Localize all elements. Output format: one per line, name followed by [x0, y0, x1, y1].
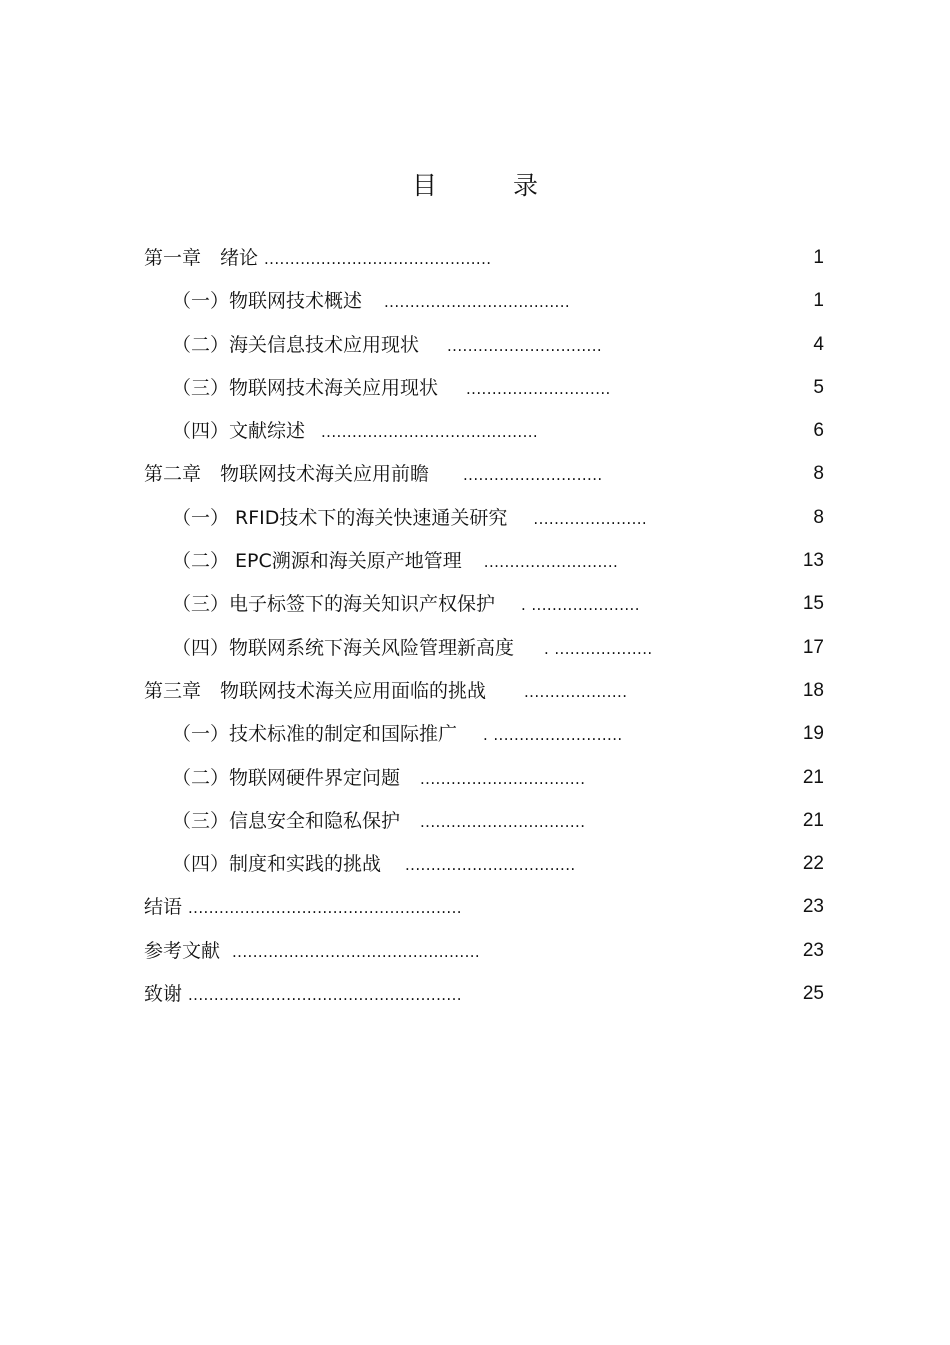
toc-entry[interactable] — [144, 587, 824, 630]
toc-entry[interactable] — [144, 674, 824, 717]
toc-entry-leader: .................................... — [384, 293, 571, 312]
toc-entry-label: （一） RFID技术下的海关快速通关研究 — [172, 506, 508, 529]
toc-entry-page-number: 1 — [813, 290, 824, 312]
toc-entry-label: （二） EPC溯源和海关原产地管理 — [172, 550, 462, 573]
toc-entry[interactable] — [144, 328, 824, 371]
toc-entry-label: （一）物联网技术概述 — [172, 290, 363, 313]
toc-entry-leader: ................................ — [420, 769, 586, 788]
toc-entry-page-number: 17 — [802, 636, 824, 658]
toc-entry-leader: .......................................... — [321, 423, 539, 442]
toc-entry[interactable] — [144, 631, 824, 674]
toc-entry-label: 参考文献 — [144, 939, 221, 962]
toc-entry[interactable] — [144, 241, 824, 284]
toc-entry-leader: .......................... — [483, 553, 619, 572]
toc-entry-page-number: 21 — [802, 809, 824, 831]
toc-entry[interactable] — [144, 544, 824, 587]
toc-entry-page-number: 23 — [802, 896, 824, 918]
toc-entry-leader: . ..................... — [521, 596, 640, 615]
toc-list — [144, 241, 824, 1020]
toc-entry[interactable] — [144, 977, 824, 1020]
toc-entry[interactable] — [144, 847, 824, 890]
toc-entry-page-number: 8 — [813, 463, 824, 485]
toc-entry-leader: ............................................ — [264, 250, 492, 268]
toc-entry-leader: . ......................... — [483, 726, 623, 745]
toc-entry-label: 第二章 物联网技术海关应用前瞻 — [144, 463, 430, 486]
toc-entry-page-number: 25 — [802, 983, 824, 1005]
toc-entry-label: （二）物联网硬件界定问题 — [172, 766, 401, 789]
toc-title: 目 录 — [412, 171, 572, 200]
toc-entry[interactable] — [144, 414, 824, 457]
toc-entry-label: （三）物联网技术海关应用现状 — [172, 376, 439, 399]
toc-entry[interactable] — [144, 761, 824, 804]
toc-entry-page-number: 15 — [802, 593, 824, 615]
toc-entry-label: 致谢 — [144, 983, 183, 1006]
toc-entry-label: （二）海关信息技术应用现状 — [172, 333, 420, 356]
toc-entry-leader: ..................................................... — [188, 986, 462, 1005]
toc-entry[interactable] — [144, 890, 824, 933]
toc-entry-label: （四）物联网系统下海关风险管理新高度 — [172, 636, 515, 659]
toc-entry[interactable] — [144, 457, 824, 500]
toc-entry[interactable] — [144, 934, 824, 977]
toc-entry-leader: ........................... — [463, 466, 603, 485]
toc-entry-label: 结语 — [144, 896, 183, 919]
toc-entry[interactable] — [144, 501, 824, 544]
toc-entry-page-number: 5 — [813, 376, 824, 398]
toc-entry-leader: ...................... — [533, 509, 648, 528]
toc-entry-leader: ................................ — [420, 812, 586, 831]
toc-entry-page-number: 13 — [802, 550, 824, 572]
toc-entry-leader: ..................................................... — [188, 899, 462, 918]
toc-entry-page-number: 22 — [802, 853, 824, 875]
toc-entry-page-number: 4 — [813, 333, 824, 355]
toc-entry[interactable] — [144, 804, 824, 847]
toc-entry[interactable] — [144, 717, 824, 760]
toc-entry[interactable] — [144, 284, 824, 327]
toc-entry-label: （四）制度和实践的挑战 — [172, 853, 382, 876]
toc-entry-label: （一）技术标准的制定和国际推广 — [172, 723, 458, 746]
toc-entry-page-number: 1 — [813, 247, 824, 268]
toc-entry-label: （四）文献综述 — [172, 420, 306, 443]
toc-entry-label: 第三章 物联网技术海关应用面临的挑战 — [144, 679, 487, 702]
toc-entry-page-number: 21 — [802, 766, 824, 788]
toc-entry-page-number: 23 — [802, 939, 824, 961]
toc-entry-leader: .................... — [524, 682, 628, 701]
toc-entry-leader: ................................................ — [232, 942, 481, 961]
toc-entry-leader: ............................ — [466, 379, 611, 398]
toc-entry-page-number: 6 — [813, 420, 824, 442]
toc-entry-label: 第一章 绪论 — [144, 247, 259, 269]
toc-entry-label: （三）电子标签下的海关知识产权保护 — [172, 593, 496, 616]
toc-entry-leader: ................................. — [405, 856, 576, 875]
toc-entry-leader: .............................. — [447, 336, 603, 355]
toc-entry-label: （三）信息安全和隐私保护 — [172, 809, 401, 832]
toc-entry-page-number: 19 — [802, 723, 824, 745]
toc-entry-page-number: 8 — [813, 506, 824, 528]
toc-entry-page-number: 18 — [802, 679, 824, 701]
toc-entry[interactable] — [144, 371, 824, 414]
toc-entry-leader: . ................... — [544, 639, 653, 658]
